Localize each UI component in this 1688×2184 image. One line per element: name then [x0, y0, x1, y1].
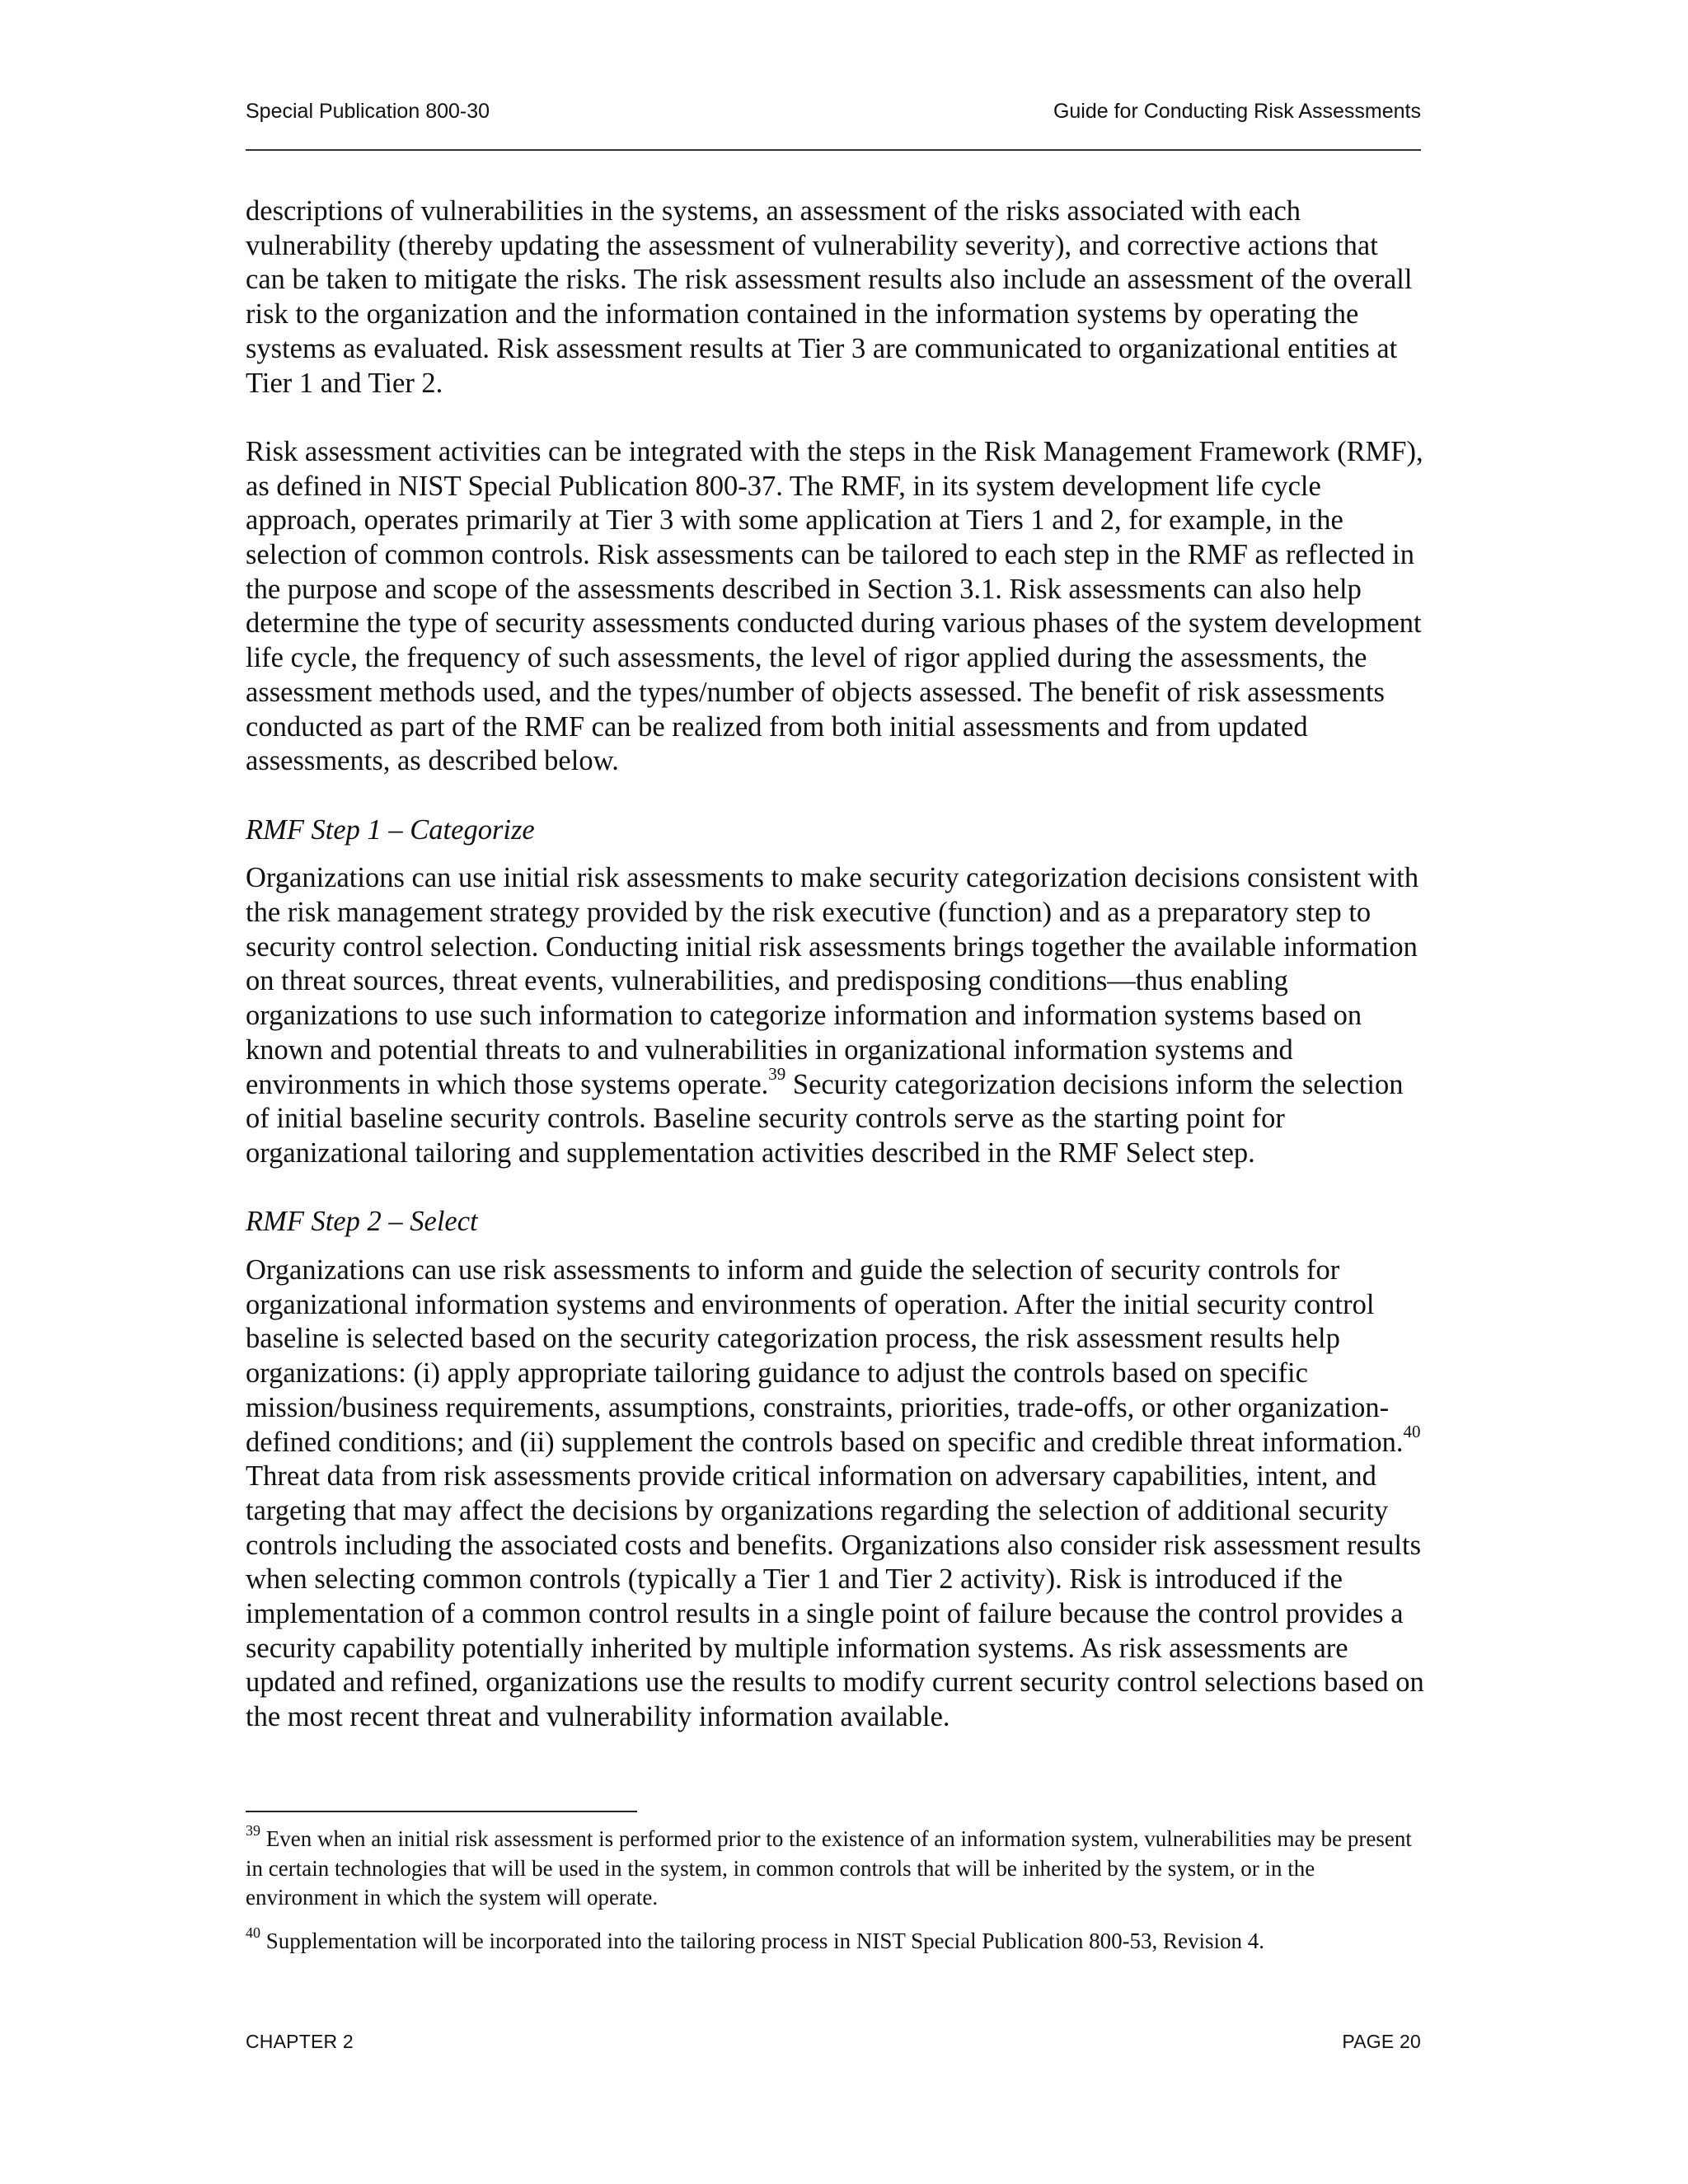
body-text [246, 194, 1424, 1735]
header-rule [246, 149, 1421, 151]
footer-chapter: CHAPTER 2 [246, 2031, 354, 2052]
header-publication-number: Special Publication 800-30 [246, 100, 490, 123]
paragraph-rmf-step-2 [246, 1254, 1424, 1735]
header-document-title: Guide for Conducting Risk Assessments [1053, 100, 1421, 123]
paragraph-rmf-step-1 [246, 861, 1424, 1170]
footnote-ref-40[interactable]: 40 [1403, 1422, 1421, 1442]
step1-text-b: Security categorization decisions inform the selection of initial baseline security controls. Baseline security controls serve as the starting point for organizational tailoring and supplementation activities described in the RMF Select step. [246, 1068, 1404, 1169]
footnote-number: 40 [246, 1924, 260, 1941]
running-footer [246, 2027, 1421, 2055]
footnotes [246, 1822, 1424, 1970]
footer-page-number: PAGE 20 [1342, 2031, 1421, 2052]
heading-rmf-step-2: RMF Step 2 – Select [246, 1206, 478, 1238]
footnote-40 [246, 1924, 1424, 1957]
step1-text-a: Organizations can use initial risk assessments to make security categorization decisions consistent with the risk management strategy provided by the risk executive (function) and as a preparatory step to security control selection. Conducting initial risk assessments brings together the available information on threat sources, threat events, vulnerabilities, and predisposing conditions—thus enabling organizations to use such information to categorize information and information systems based on known and potential threats to and vulnerabilities in organizational information systems and environments in which those systems operate. [246, 862, 1419, 1100]
footnote-text: Supplementation will be incorporated into the tailoring process in NIST Special Publication 800-53, Revision 4. [260, 1928, 1265, 1953]
step2-text-b: Threat data from risk assessments provide critical information on adversary capabilities, intent, and targeting that may affect the decisions by organizations regarding the selection of additional security controls including the associated costs and benefits. Organizations also consider risk assessment results when selecting common controls (typically a Tier 1 and Tier 2 activity). Risk is introduced if the implementation of a common control results in a single point of failure because the control provides a security capability potentially inherited by multiple information systems. As risk assessments are updated and refined, organizations use the results to modify current security control selections based on the most recent threat and vulnerability information available. [246, 1460, 1424, 1733]
paragraph-rmf-integration: Risk assessment activities can be integrated with the steps in the Risk Management Framework (RMF), as defined in NIST Special Publication 800-37. The RMF, in its system development life cycle approach, operates primarily at Tier 3 with some application at Tiers 1 and 2, for example, in the selection of common controls. Risk assessments can be tailored to each step in the RMF as reflected in the purpose and scope of the assessments described in Section 3.1. Risk assessments can also help determine the type of security assessments conducted during various phases of the system development life cycle, the frequency of such assessments, the level of rigor applied during the assessments, the assessment methods used, and the types/number of objects assessed. The benefit of risk assessments conducted as part of the RMF can be realized from both initial assessments and from updated assessments, as described below. [246, 435, 1423, 777]
footnote-number: 39 [246, 1822, 260, 1839]
footnote-text: Even when an initial risk assessment is performed prior to the existence of an information system, vulnerabilities may be present in certain technologies that will be used in the system, in common controls that will be inherited by the system, or in the environment in which the system will operate. [246, 1826, 1412, 1910]
step2-text-a: Organizations can use risk assessments to inform and guide the selection of security controls for organizational information systems and environments of operation. After the initial security control baseline is selected based on the security categorization process, the risk assessment results help organizations: (i) apply appropriate tailoring guidance to adjust the controls based on specific mission/business requirements, assumptions, constraints, priorities, trade-offs, or other organization-defined conditions; and (ii) supplement the controls based on specific and credible threat information. [246, 1254, 1404, 1458]
paragraph-tier3-results: descriptions of vulnerabilities in the systems, an assessment of the risks associated with each vulnerability (thereby updating the assessment of vulnerability severity), and corrective actions that can be taken to mitigate the risks. The risk assessment results also include an assessment of the overall risk to the organization and the information contained in the information systems by operating the systems as evaluated. Risk assessment results at Tier 3 are communicated to organizational entities at Tier 1 and Tier 2. [246, 195, 1413, 399]
running-header [246, 97, 1421, 125]
heading-rmf-step-1: RMF Step 1 – Categorize [246, 813, 535, 846]
footnote-39 [246, 1822, 1424, 1913]
footnote-ref-39[interactable]: 39 [768, 1064, 786, 1085]
footnote-separator [246, 1811, 637, 1812]
